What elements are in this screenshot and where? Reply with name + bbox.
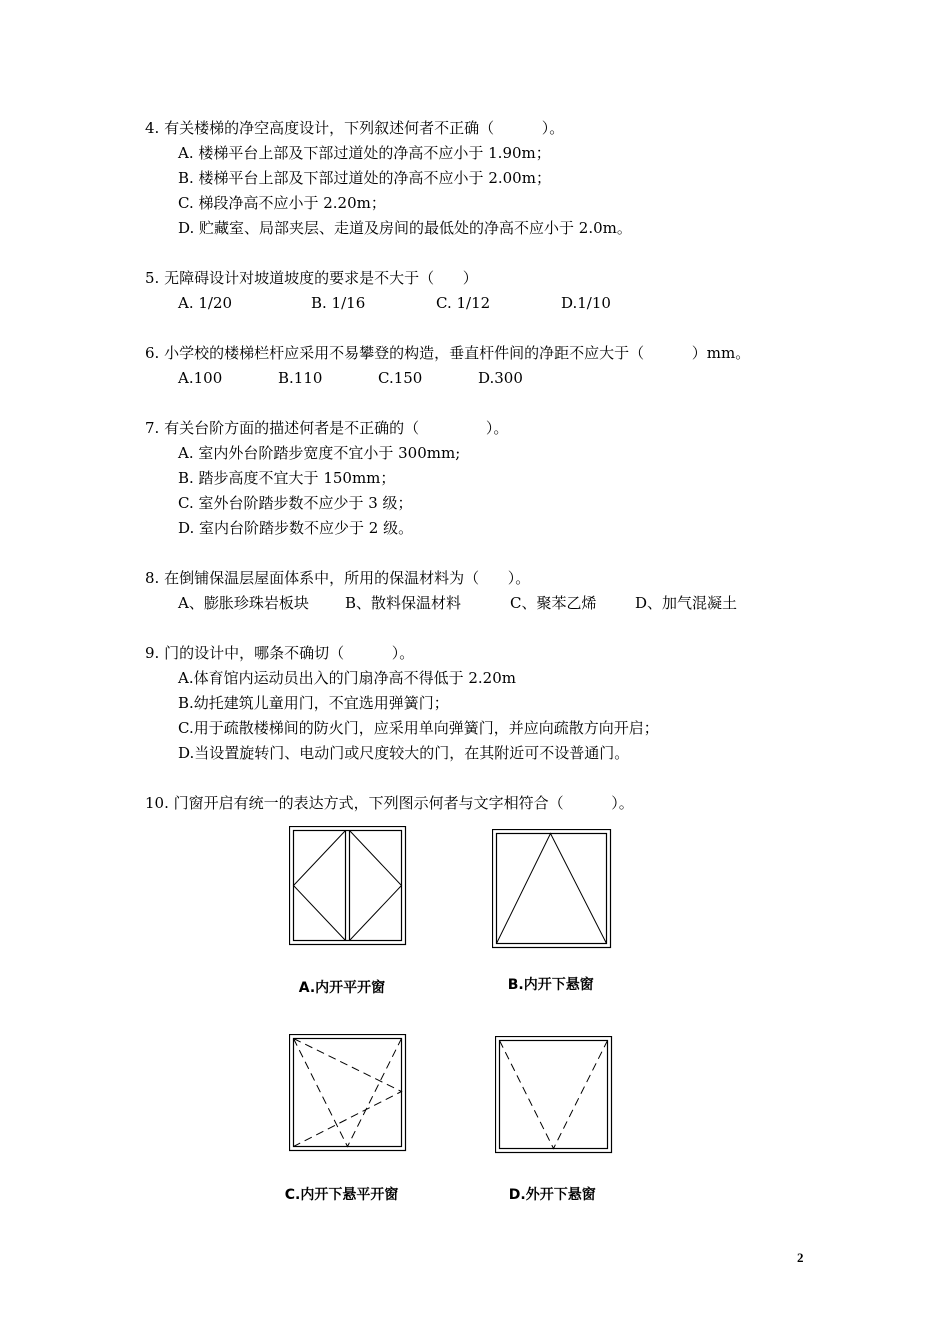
question-9-stem: 9. 门的设计中，哪条不确切（ ）。 [145, 644, 415, 662]
question-10-stem: 10. 门窗开启有统一的表达方式，下列图示何者与文字相符合（ ）。 [145, 794, 634, 812]
figure-c-caption [275, 1168, 398, 1204]
question-5-option-b: B. 1/16 [311, 294, 366, 312]
window-diagram-a [289, 826, 407, 946]
figure-a-text: 内开平开窗 [315, 980, 386, 996]
figure-c-text: 内开下悬平开窗 [300, 1187, 399, 1203]
question-8-option-d: D、加气混凝土 [635, 594, 738, 612]
window-diagram-b [492, 829, 612, 949]
question-6-option-c: C.150 [378, 369, 423, 387]
question-7-option-a: A. 室内外台阶踏步宽度不宜小于 300mm; [178, 444, 461, 462]
figure-a-label: A. [298, 980, 316, 996]
question-8-option-b: B、散料保温材料 [345, 594, 462, 612]
question-8-stem: 8. 在倒铺保温层屋面体系中，所用的保温材料为（ ）。 [145, 569, 531, 587]
figure-d-text: 外开下悬窗 [525, 1187, 596, 1203]
question-5-option-a: A. 1/20 [178, 294, 233, 312]
figure-c-label: C. [284, 1187, 301, 1203]
question-5-option-d: D.1/10 [561, 294, 611, 312]
question-6-stem: 6. 小学校的楼梯栏杆应采用不易攀登的构造，垂直杆件间的净距不应大于（ ）mm。 [145, 344, 751, 362]
question-9-option-d: D.当设置旋转门、电动门或尺度较大的门，在其附近可不设普通门。 [178, 744, 630, 762]
question-7-option-c: C. 室外台阶踏步数不应少于 3 级； [178, 494, 413, 512]
question-7-option-d: D. 室内台阶踏步数不应少于 2 级。 [178, 519, 414, 537]
question-9-option-b: B.幼托建筑儿童用门，不宜选用弹簧门； [178, 694, 449, 712]
question-4-option-c: C. 梯段净高不应小于 2.20m； [178, 194, 386, 212]
question-9-option-a: A.体育馆内运动员出入的门扇净高不得低于 2.20m [178, 669, 516, 687]
question-5-option-c: C. 1/12 [436, 294, 491, 312]
question-8-option-c: C、聚苯乙烯 [510, 594, 597, 612]
question-4-option-b: B. 楼梯平台上部及下部过道处的净高不应小于 2.00m； [178, 169, 551, 187]
question-4-stem: 4. 有关楼梯的净空高度设计，下列叙述何者不正确（ ）。 [145, 119, 565, 137]
figure-a-caption [289, 961, 385, 997]
question-6-option-a: A.100 [178, 369, 223, 387]
question-4-option-a: A. 楼梯平台上部及下部过道处的净高不应小于 1.90m； [178, 144, 551, 162]
figure-d-caption [499, 1168, 596, 1204]
figure-b-text: 内开下悬窗 [523, 977, 594, 993]
question-4-option-d: D. 贮藏室、局部夹层、走道及房间的最低处的净高不应小于 2.0m。 [178, 219, 632, 237]
question-5-stem: 5. 无障碍设计对坡道坡度的要求是不大于（ ） [145, 269, 478, 287]
page-number: 2 [797, 1250, 804, 1265]
question-7-option-b: B. 踏步高度不宜大于 150mm； [178, 469, 396, 487]
figure-b-label: B. [507, 977, 524, 993]
question-8-option-a: A、膨胀珍珠岩板块 [178, 594, 309, 612]
window-diagram-d [495, 1036, 613, 1154]
question-9-option-c: C.用于疏散楼梯间的防火门，应采用单向弹簧门，并应向疏散方向开启； [178, 719, 659, 737]
question-7-stem: 7. 有关台阶方面的描述何者是不正确的（ ）。 [145, 419, 509, 437]
window-diagram-c [289, 1034, 407, 1152]
question-6-option-d: D.300 [478, 369, 523, 387]
figure-d-label: D. [508, 1187, 526, 1203]
question-6-option-b: B.110 [278, 369, 323, 387]
figure-b-caption [498, 958, 594, 994]
